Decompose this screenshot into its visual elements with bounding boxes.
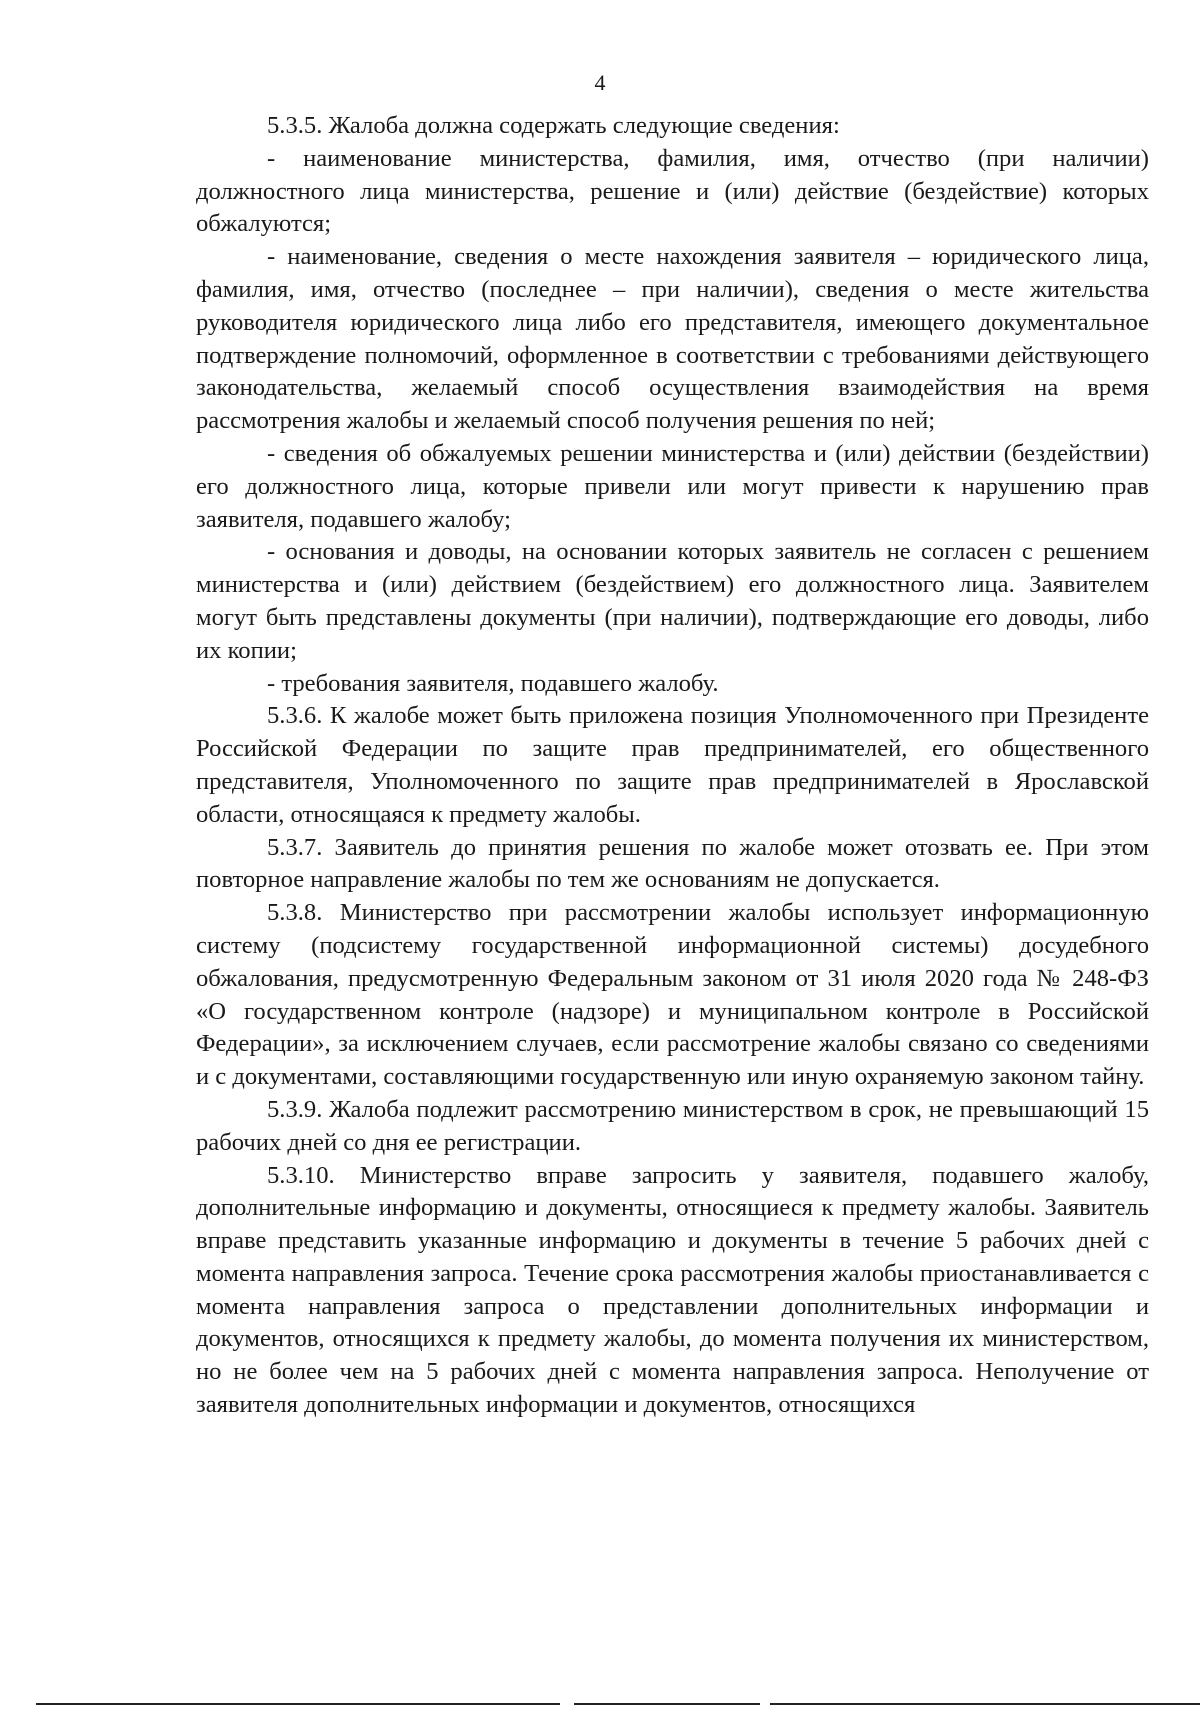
- list-item-ministry-name: - наименование министерства, фамилия, имя, отчество (при наличии) должностного лица министерства, решение и (или) действие (бездействие) которых обжалуются;: [196, 144, 1149, 238]
- scan-edge-gap: [760, 1701, 770, 1707]
- paragraph-5-3-5: 5.3.5. Жалоба должна содержать следующие сведения:: [267, 112, 840, 139]
- list-item-requirements: - требования заявителя, подавшего жалобу.: [267, 669, 719, 697]
- paragraph-5-3-7: 5.3.7. Заявитель до принятия решения по жалобе может отозвать ее. При этом повторное направление жалобы по тем же основаниям не допускается.: [196, 833, 1149, 894]
- page-number: 4: [594, 70, 606, 95]
- list-item-appealed-decision: - сведения об обжалуемых решении министерства и (или) действии (бездействии) его должностного лица, которые привели или могут привести к нарушению прав заявителя, подавшего жалобу;: [196, 439, 1149, 533]
- paragraph-5-3-9: 5.3.9. Жалоба подлежит рассмотрению министерством в срок, не превышающий 15 рабочих дней со дня ее регистрации.: [196, 1095, 1149, 1156]
- paragraph-5-3-6: 5.3.6. К жалобе может быть приложена позиция Уполномоченного при Президенте Российской Федерации по защите прав предпринимателей, его общественного представителя, Уполномоченного по защите прав предпринимателей в Ярославской области, относящаяся к предмету жалобы.: [196, 702, 1149, 828]
- list-item-applicant-details: - наименование, сведения о месте нахождения заявителя – юридического лица, фамилия, имя, отчество (последнее – при наличии), сведения о месте жительства руководителя юридического лица либо его представителя, имеющего документальное подтверждение полномочий, оформленное в соответствии с требованиями действующего законодательства, желаемый способ осуществления взаимодействия на время рассмотрения жалобы и желаемый способ получения решения по ней;: [196, 243, 1149, 435]
- document-body: [196, 110, 1149, 1422]
- paragraph-5-3-8: 5.3.8. Министерство при рассмотрении жалобы использует информационную систему (подсистему государственной информационной системы) досудебного обжалования, предусмотренную Федеральным законом от 31 июля 2020 года № 248-ФЗ «О государственном контроле (надзоре) и муниципальном контроле в Российской Федерации», за исключением случаев, если рассмотрение жалобы связано со сведениями и с документами, составляющими государственную или иную охраняемую законом тайну.: [196, 899, 1149, 1091]
- scan-bottom-edge: [36, 1703, 1200, 1705]
- paragraph-5-3-10: 5.3.10. Министерство вправе запросить у заявителя, подавшего жалобу, дополнительные информацию и документы, относящиеся к предмету жалобы. Заявитель вправе представить указанные информацию и документы в течение 5 рабочих дней с момента направления запроса. Течение срока рассмотрения жалобы приостанавливается с момента направления запроса о представлении дополнительных информации и документов, относящихся к предмету жалобы, до момента получения их министерством, но не более чем на 5 рабочих дней с момента направления запроса. Неполучение от заявителя дополнительных информации и документов, относящихся: [196, 1161, 1149, 1419]
- list-item-grounds: - основания и доводы, на основании которых заявитель не согласен с решением министерства и (или) действием (бездействием) его должностного лица. Заявителем могут быть представлены документы (при наличии), подтверждающие его доводы, либо их копии;: [196, 538, 1149, 664]
- scan-edge-gap: [560, 1701, 574, 1707]
